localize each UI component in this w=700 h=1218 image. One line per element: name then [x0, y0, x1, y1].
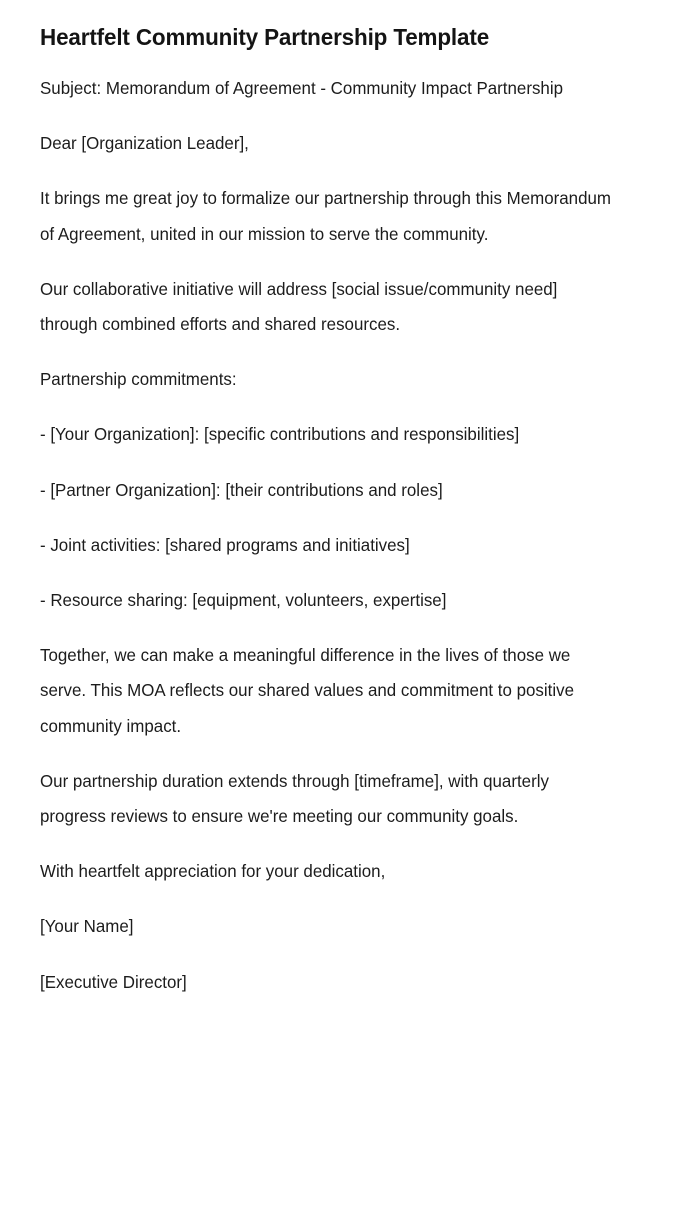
- signature-name: [Your Name]: [40, 916, 134, 937]
- list-item-joint-activities: - Joint activities: [shared programs and initiatives]: [40, 534, 410, 555]
- list-item-resource-sharing: - Resource sharing: [equipment, volunteers, expertise]: [40, 590, 447, 611]
- paragraph-sign-off: With heartfelt appreciation for your dedication,: [40, 861, 386, 882]
- paragraph-subject: Subject: Memorandum of Agreement - Community Impact Partnership: [40, 78, 564, 98]
- paragraph-closing-impact: Together, we can make a meaningful difference in the lives of those we serve. This MOA reflects our shared values and commitment to positive community impact.: [40, 645, 579, 736]
- list-item-partner-organization: - [Partner Organization]: [their contributions and roles]: [40, 479, 443, 500]
- paragraph-duration: Our partnership duration extends through [timeframe], with quarterly progress reviews to ensure we're meeting our community goals.: [40, 770, 554, 827]
- paragraph-salutation: Dear [Organization Leader],: [40, 133, 249, 154]
- list-item-your-organization: - [Your Organization]: [specific contributions and responsibilities]: [40, 424, 520, 445]
- page-title: Heartfelt Community Partnership Template: [40, 24, 490, 50]
- paragraph-commitments-heading: Partnership commitments:: [40, 369, 237, 390]
- paragraph-opening: It brings me great joy to formalize our partnership through this Memorandum of Agreement, united in our mission to serve the community.: [40, 188, 616, 244]
- signature-role: [Executive Director]: [40, 971, 187, 992]
- paragraph-initiative: Our collaborative initiative will address [social issue/community need] through combined efforts and shared resources.: [40, 278, 563, 335]
